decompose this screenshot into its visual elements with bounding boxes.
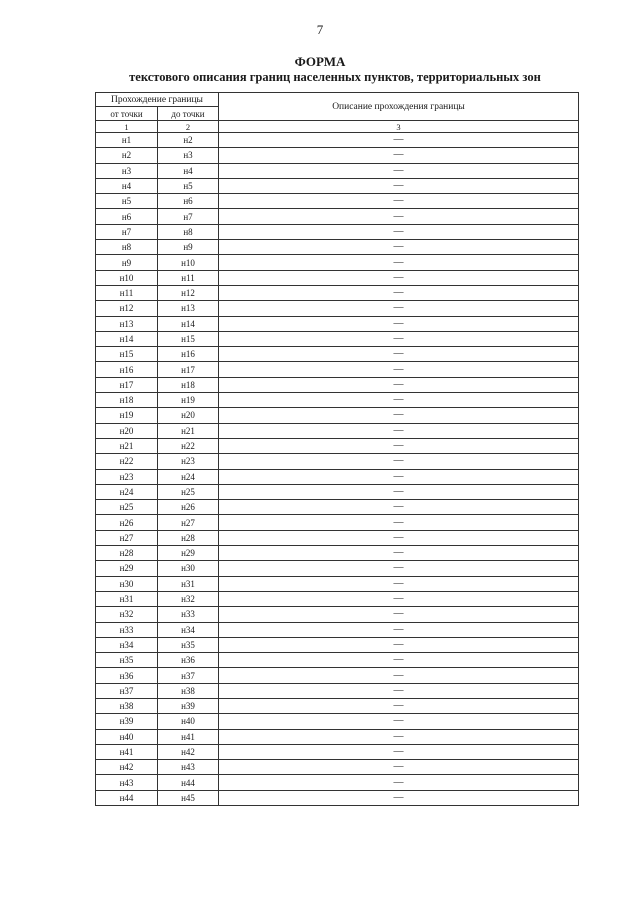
table-row — [96, 316, 579, 331]
cell-from-point: н1 — [96, 133, 158, 148]
cell-to-point: н40 — [158, 714, 219, 729]
table-row — [96, 240, 579, 255]
form-title: ФОРМА — [294, 54, 346, 69]
table-row — [96, 393, 579, 408]
cell-to-point: н36 — [158, 653, 219, 668]
table-row — [96, 500, 579, 515]
cell-to-point: н17 — [158, 362, 219, 377]
table-row — [96, 515, 579, 530]
cell-description: — — [219, 224, 579, 239]
cell-to-point: н43 — [158, 760, 219, 775]
cell-description: — — [219, 744, 579, 759]
cell-description: — — [219, 469, 579, 484]
table-row — [96, 484, 579, 499]
cell-description: — — [219, 454, 579, 469]
cell-to-point: н45 — [158, 790, 219, 805]
cell-from-point: н28 — [96, 546, 158, 561]
cell-from-point: н35 — [96, 653, 158, 668]
cell-description: — — [219, 438, 579, 453]
table-row — [96, 637, 579, 652]
cell-from-point: н15 — [96, 347, 158, 362]
cell-from-point: н17 — [96, 377, 158, 392]
cell-description: — — [219, 714, 579, 729]
cell-description: — — [219, 393, 579, 408]
cell-to-point: н3 — [158, 148, 219, 163]
cell-to-point: н22 — [158, 438, 219, 453]
cell-from-point: н8 — [96, 240, 158, 255]
cell-from-point: н43 — [96, 775, 158, 790]
table-row — [96, 530, 579, 545]
cell-to-point: н42 — [158, 744, 219, 759]
cell-description: — — [219, 408, 579, 423]
cell-to-point: н10 — [158, 255, 219, 270]
cell-to-point: н20 — [158, 408, 219, 423]
cell-from-point: н2 — [96, 148, 158, 163]
cell-from-point: н4 — [96, 178, 158, 193]
cell-from-point: н13 — [96, 316, 158, 331]
table-row — [96, 148, 579, 163]
cell-to-point: н19 — [158, 393, 219, 408]
cell-description: — — [219, 760, 579, 775]
cell-to-point: н8 — [158, 224, 219, 239]
cell-from-point: н25 — [96, 500, 158, 515]
header-from-point: от точки — [96, 107, 158, 121]
cell-to-point: н16 — [158, 347, 219, 362]
cell-to-point: н6 — [158, 194, 219, 209]
cell-description: — — [219, 500, 579, 515]
table-row — [96, 438, 579, 453]
table-row — [96, 331, 579, 346]
cell-description: — — [219, 209, 579, 224]
cell-to-point: н23 — [158, 454, 219, 469]
table-row — [96, 622, 579, 637]
cell-description: — — [219, 301, 579, 316]
table-row — [96, 224, 579, 239]
cell-to-point: н32 — [158, 591, 219, 606]
cell-from-point: н9 — [96, 255, 158, 270]
table-row — [96, 546, 579, 561]
cell-description: — — [219, 515, 579, 530]
cell-from-point: н29 — [96, 561, 158, 576]
table-row — [96, 362, 579, 377]
cell-from-point: н41 — [96, 744, 158, 759]
cell-from-point: н11 — [96, 285, 158, 300]
cell-to-point: н35 — [158, 637, 219, 652]
cell-description: — — [219, 255, 579, 270]
cell-to-point: н26 — [158, 500, 219, 515]
cell-to-point: н2 — [158, 133, 219, 148]
cell-description: — — [219, 576, 579, 591]
header-boundary-description: Описание прохождения границы — [219, 93, 579, 121]
cell-to-point: н37 — [158, 668, 219, 683]
cell-from-point: н3 — [96, 163, 158, 178]
cell-to-point: н24 — [158, 469, 219, 484]
cell-description: — — [219, 240, 579, 255]
cell-description: — — [219, 729, 579, 744]
cell-from-point: н22 — [96, 454, 158, 469]
cell-from-point: н24 — [96, 484, 158, 499]
cell-from-point: н27 — [96, 530, 158, 545]
boundary-description-table — [95, 92, 579, 806]
table-row — [96, 209, 579, 224]
cell-description: — — [219, 790, 579, 805]
table-row — [96, 683, 579, 698]
cell-description: — — [219, 285, 579, 300]
table-row — [96, 408, 579, 423]
cell-description: — — [219, 698, 579, 713]
cell-description: — — [219, 423, 579, 438]
cell-from-point: н5 — [96, 194, 158, 209]
cell-description: — — [219, 377, 579, 392]
table-row — [96, 255, 579, 270]
table-row — [96, 423, 579, 438]
cell-from-point: н42 — [96, 760, 158, 775]
cell-to-point: н4 — [158, 163, 219, 178]
cell-description: — — [219, 637, 579, 652]
cell-from-point: н40 — [96, 729, 158, 744]
cell-to-point: н41 — [158, 729, 219, 744]
cell-description: — — [219, 484, 579, 499]
cell-description: — — [219, 178, 579, 193]
cell-to-point: н7 — [158, 209, 219, 224]
cell-from-point: н18 — [96, 393, 158, 408]
cell-description: — — [219, 653, 579, 668]
table-row — [96, 668, 579, 683]
cell-description: — — [219, 270, 579, 285]
cell-to-point: н33 — [158, 607, 219, 622]
cell-to-point: н38 — [158, 683, 219, 698]
cell-to-point: н30 — [158, 561, 219, 576]
cell-description: — — [219, 591, 579, 606]
cell-description: — — [219, 148, 579, 163]
cell-to-point: н27 — [158, 515, 219, 530]
table-row — [96, 760, 579, 775]
cell-to-point: н14 — [158, 316, 219, 331]
cell-description: — — [219, 622, 579, 637]
cell-from-point: н26 — [96, 515, 158, 530]
cell-to-point: н15 — [158, 331, 219, 346]
cell-from-point: н38 — [96, 698, 158, 713]
cell-description: — — [219, 668, 579, 683]
cell-from-point: н7 — [96, 224, 158, 239]
cell-from-point: н39 — [96, 714, 158, 729]
cell-to-point: н18 — [158, 377, 219, 392]
cell-from-point: н14 — [96, 331, 158, 346]
table-row — [96, 653, 579, 668]
cell-description: — — [219, 607, 579, 622]
cell-to-point: н9 — [158, 240, 219, 255]
table-row — [96, 454, 579, 469]
table-row — [96, 591, 579, 606]
page-number: 7 — [316, 22, 324, 37]
table-row — [96, 270, 579, 285]
cell-description: — — [219, 546, 579, 561]
cell-to-point: н34 — [158, 622, 219, 637]
cell-to-point: н5 — [158, 178, 219, 193]
header-to-point: до точки — [158, 107, 219, 121]
cell-from-point: н44 — [96, 790, 158, 805]
cell-description: — — [219, 331, 579, 346]
table-row — [96, 285, 579, 300]
cell-to-point: н44 — [158, 775, 219, 790]
table-row — [96, 377, 579, 392]
table-row — [96, 729, 579, 744]
table-row — [96, 790, 579, 805]
cell-from-point: н34 — [96, 637, 158, 652]
cell-to-point: н25 — [158, 484, 219, 499]
cell-from-point: н12 — [96, 301, 158, 316]
table-row — [96, 178, 579, 193]
cell-description: — — [219, 194, 579, 209]
table-row — [96, 163, 579, 178]
table-row — [96, 301, 579, 316]
table-row — [96, 561, 579, 576]
cell-to-point: н13 — [158, 301, 219, 316]
table-row — [96, 133, 579, 148]
cell-description: — — [219, 683, 579, 698]
table-row — [96, 698, 579, 713]
cell-description: — — [219, 561, 579, 576]
table-row — [96, 576, 579, 591]
cell-to-point: н11 — [158, 270, 219, 285]
cell-description: — — [219, 775, 579, 790]
table-row — [96, 607, 579, 622]
cell-from-point: н33 — [96, 622, 158, 637]
cell-from-point: н36 — [96, 668, 158, 683]
cell-description: — — [219, 316, 579, 331]
header-column-number-1: 1 — [96, 121, 158, 133]
table-row — [96, 194, 579, 209]
cell-from-point: н32 — [96, 607, 158, 622]
table-row — [96, 744, 579, 759]
cell-from-point: н21 — [96, 438, 158, 453]
table-row — [96, 714, 579, 729]
cell-to-point: н31 — [158, 576, 219, 591]
cell-from-point: н30 — [96, 576, 158, 591]
form-subtitle: текстового описания границ населенных пунктов, территориальных зон — [129, 70, 541, 84]
table-body — [96, 133, 579, 806]
cell-from-point: н20 — [96, 423, 158, 438]
cell-description: — — [219, 163, 579, 178]
table-row — [96, 347, 579, 362]
cell-from-point: н19 — [96, 408, 158, 423]
cell-from-point: н31 — [96, 591, 158, 606]
cell-from-point: н16 — [96, 362, 158, 377]
cell-from-point: н10 — [96, 270, 158, 285]
cell-to-point: н21 — [158, 423, 219, 438]
cell-from-point: н6 — [96, 209, 158, 224]
header-column-number-2: 2 — [158, 121, 219, 133]
header-column-number-3: 3 — [219, 121, 579, 133]
cell-from-point: н23 — [96, 469, 158, 484]
cell-description: — — [219, 347, 579, 362]
table-row — [96, 775, 579, 790]
cell-to-point: н12 — [158, 285, 219, 300]
cell-from-point: н37 — [96, 683, 158, 698]
cell-to-point: н39 — [158, 698, 219, 713]
cell-description: — — [219, 133, 579, 148]
header-boundary-passage: Прохождение границы — [96, 93, 219, 107]
cell-description: — — [219, 362, 579, 377]
cell-description: — — [219, 530, 579, 545]
cell-to-point: н29 — [158, 546, 219, 561]
cell-to-point: н28 — [158, 530, 219, 545]
table-row — [96, 469, 579, 484]
